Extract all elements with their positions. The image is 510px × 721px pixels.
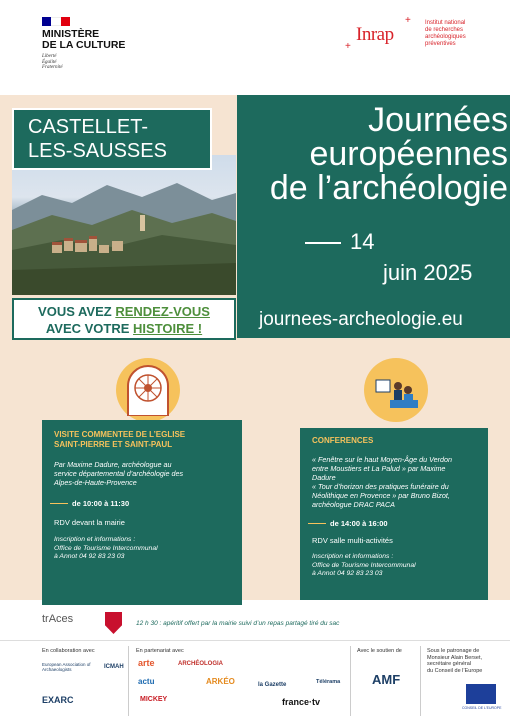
- event-title: VISITE COMMENTEE DE L’EGLISE SAINT-PIERRE ET SAINT-PAUL: [54, 430, 186, 449]
- partner-title: En partenariat avec: [136, 648, 184, 654]
- rdv-highlight: HISTOIRE !: [133, 321, 203, 336]
- coe-label: CONSEIL DE L'EUROPE: [462, 706, 502, 710]
- event-location: RDV devant la mairie: [54, 518, 125, 527]
- town-name: CASTELLET- LES-SAUSSES: [12, 108, 212, 170]
- column-divider: [128, 646, 129, 716]
- event-contact: Inscription et informations : Office de Tourisme Intercommunal à Annot 04 92 83 23 03: [312, 553, 416, 577]
- collab-title: En collaboration avec: [42, 648, 95, 654]
- gazette-logo: la Gazette: [258, 682, 287, 688]
- time-dash: [50, 503, 68, 504]
- website-link[interactable]: journees-archeologie.eu: [259, 309, 463, 330]
- arkeo-logo: ARKÉO: [206, 677, 235, 686]
- event-description: « Fenêtre sur le haut Moyen-Âge du Verdon entre Moustiers et La Palud » par Maxime Dadure « Tour d’horizon des pratiques funéraire du Néolithique en Provence » par Bruno Bizot, archéologue DRAC PACA: [312, 455, 452, 509]
- column-divider: [350, 646, 351, 716]
- event-location: RDV salle multi-activités: [312, 536, 393, 545]
- mickey-logo: MICKEY: [140, 696, 168, 703]
- event-card-visit: [42, 420, 242, 605]
- footer-divider: [0, 640, 510, 641]
- ministere-title: MINISTÈRE DE LA CULTURE: [42, 28, 126, 51]
- event-description: Par Maxime Dadure, archéologue au service départemental d’archéologie des Alpes-de-Haute-Provence: [54, 460, 184, 487]
- event-contact: Inscription et informations : Office de Tourisme Intercommunal à Annot 04 92 83 23 03: [54, 536, 158, 560]
- ministere-motto: Liberté Égalité Fraternité: [42, 54, 63, 70]
- event-card-conferences: [300, 428, 488, 600]
- eaa-logo: European Association of Archaeologists: [42, 662, 91, 672]
- rdv-text: AVEC VOTRE: [45, 321, 134, 336]
- inrap-logo: Inrap: [356, 24, 394, 45]
- village-photo: [12, 155, 236, 295]
- event-title: Journées européennes de l’archéologie: [269, 101, 508, 207]
- council-of-europe-flag-icon: [466, 684, 496, 704]
- patronage-title: Sous le patronage de Monsieur Alain Berset, secrétaire général du Conseil de l’Europe: [427, 648, 483, 674]
- inrap-description: Institut national de recherches archéologiques préventives: [425, 20, 466, 47]
- republique-flag-icon: [42, 17, 70, 26]
- francetv-logo: france·tv: [282, 697, 321, 707]
- rose-window-icon: [124, 364, 172, 416]
- inrap-plus-icon: +: [405, 15, 411, 26]
- telerama-logo: Télérama: [316, 679, 341, 685]
- exarc-logo: EXARC: [42, 695, 74, 705]
- traces-logo: trAces: [42, 613, 74, 625]
- audience-icon: [372, 372, 420, 412]
- archeologia-logo: ARCHÉOLOGIA: [178, 661, 223, 667]
- inrap-plus-icon: +: [345, 41, 351, 52]
- event-day: 14: [350, 229, 375, 254]
- column-divider: [420, 646, 421, 716]
- arte-logo: arte: [138, 658, 155, 668]
- rdv-highlight: RENDEZ-VOUS: [115, 304, 210, 319]
- rdv-slogan: [12, 298, 236, 340]
- event-time: [42, 487, 242, 508]
- amf-logo: AMF: [372, 672, 401, 687]
- event-time-text: de 10:00 à 11:30: [72, 499, 130, 508]
- actu-logo: actu: [138, 677, 155, 686]
- support-title: Avec le soutien de: [357, 648, 402, 654]
- event-month: juin 2025: [383, 260, 473, 285]
- icmah-logo: ICMAH: [104, 664, 124, 670]
- municipal-crest-icon: [105, 612, 122, 634]
- lunch-note: 12 h 30 : apéritif offert par la mairie suivi d’un repas partagé tiré du sac: [136, 620, 340, 627]
- event-time-text: de 14:00 à 16:00: [330, 519, 388, 528]
- event-time: [300, 509, 488, 528]
- date-dash: [305, 242, 341, 244]
- event-title: CONFERENCES: [312, 436, 374, 445]
- rdv-text: VOUS AVEZ: [38, 304, 116, 319]
- time-dash: [308, 523, 326, 524]
